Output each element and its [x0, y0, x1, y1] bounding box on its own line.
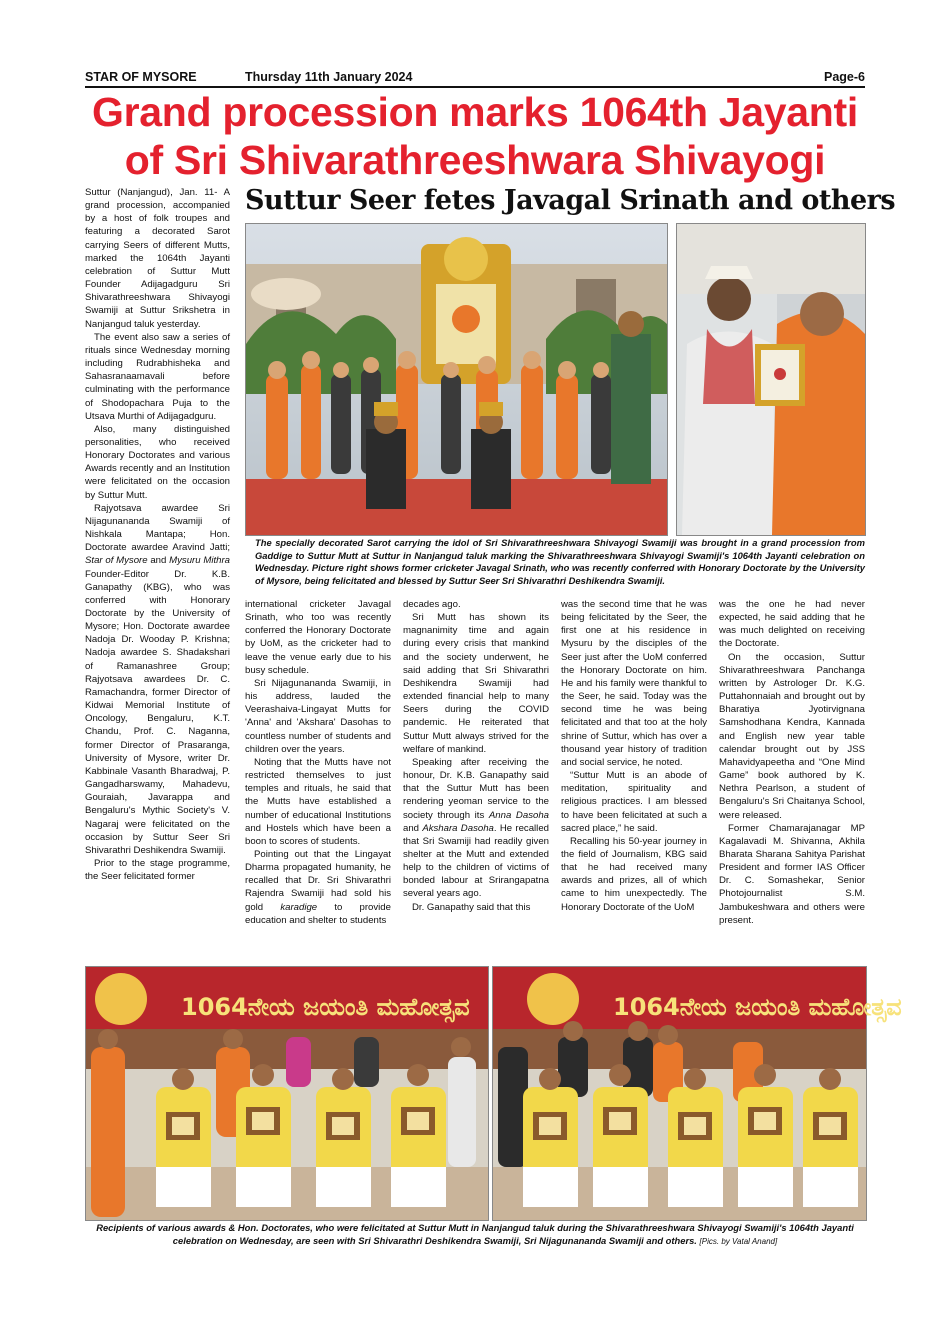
paragraph [245, 848, 391, 927]
italic-text: Mysuru Mithra [169, 555, 230, 567]
paragraph: was the second time that he was being felicitated by the Seer, the first one at his residence in Mysuru by the disciples of the Seer just after the UoM conferred the Honorary Doctorate on him. He and his family were thankful to the Seer, he said. Today was the second time he was being felicitated and that too at the holy shrine of Suttur, which has over a thousand year history of tradition and social service, he noted. [561, 599, 707, 768]
paragraph: Suttur (Nanjangud), Jan. 11- A grand procession, accompanied by a host of folk troupes and featuring a decorated Sarot carrying Seers of different Mutts, marked the 1064th Jayanti celebration of Suttur Mutt Founder Adijagadguru Sri Shivarathreeshwara Shivayogi Swamiji at Suttur Srikshetra in Nanjangud taluk yesterday. [85, 187, 230, 330]
text-run: and [403, 822, 423, 834]
paragraph [403, 756, 549, 901]
paragraph: Sri Mutt has shown its magnanimity time and again during every crisis that mankind and the society underwent, he said adding that Sri Shivarathri Deshikendra Swamiji had extended financial help to many Seers during the COVID pandemic. He reiterated that Suttur Mutt always strived for the welfare of mankind. [403, 612, 549, 755]
text-run: . He recalled that Sri Swamiji had readily given shelter at the Mutt and extended help to the children of victims of bonded labour at Srirangapatna several years ago. [403, 822, 549, 900]
headline [70, 88, 880, 184]
bottom-photo-caption [85, 1222, 865, 1250]
page-number: Page-6 [824, 70, 865, 84]
paragraph: The event also saw a series of rituals since Wednesday morning including Rudrabhisheka and Sahasranaamavali before culminating with the performance of Shodopachara Puja to the Utsava Murthi of Adijagadguru. [85, 331, 230, 422]
paragraph: “Suttur Mutt is an abode of meditation, spirituality and religious practices. I am blessed to have been felicitated at such a sacred place,” he said. [561, 770, 707, 834]
text-run: Rajyotsava awardee Sri Nijagunananda Swamiji of Nishkala Mantapa; Hon. Doctorate awardee Aravind Jatti; [85, 502, 230, 554]
paragraph: Prior to the stage programme, the Seer felicitated former [85, 857, 230, 883]
top-photo-caption: The specially decorated Sarot carrying the idol of Sri Shivarathreeshwara Shivayogi Swamiji was brought in a grand procession from Gaddige to Suttur Mutt at Suttur in Nanjangud taluk marking the Shivarathreeshwara Shivayogi Swamiji's 1064th Jayanti celebration on Wednesday. Picture right shows former cricketer Javagal Srinath, who was recently conferred with Honorary Doctorate by the University of Mysore, being felicitated and blessed by Suttur Seer Sri Shivarathri Deshikendra Swamiji. [255, 537, 865, 586]
stage-banner-text: 1064ನೇಯ ಜಯಂತಿ ಮಹೋತ್ಸವ [181, 993, 470, 1021]
paragraph: Dr. Ganapathy said that this [412, 901, 531, 913]
paragraph: was the one he had never expected, he said adding that he was much delighted on receiving the Doctorate. [719, 599, 865, 650]
text-column-5 [719, 598, 865, 964]
paragraph: international cricketer Javagal Srinath, who too was recently conferred the Honorary Doctorate by UoM, as the cricketer had to leave the venue early due to his busy schedule. [245, 599, 391, 676]
left-column [85, 186, 230, 962]
text-run: Founder-Editor Dr. K.B. Ganapathy (KBG), who was conferred with Honorary Doctorate by the University of Mysore; Hon. Doctorate awardee Nadoja Dr. Wooday P. Krishna; Nadoja awardee S. Shadakshari of Ramanashree Group; Rajyotsava awardees Dr. C. Ramachandra, former Director of Kidwai Memorial Institute of Oncology, Bengaluru, K.T. Chandu, Prof. C. Naganna, former Director of Prasaranga, University of Mysore, writer Dr. Kabbinale Vasanth Bharadwaj, P. Gangadharswamy, Mahadevu, Gouraiah, Javarappa and Bengaluru's Mythic Society's V. Nagaraj were felicitated on the occasion by Suttur Seer Sri Shivarathri Deshikendra Swamiji. [85, 568, 230, 856]
text-run: to provide education and shelter to students [245, 901, 391, 926]
text-run: Pointing out that the Lingayat Dharma propagated humanity, he recalled that Dr. Sri Shivarathri Rajendra Swamiji had sold his gold [245, 848, 391, 913]
italic-text: Anna Dasoha [488, 809, 549, 821]
text-column-3 [403, 598, 549, 964]
text-run: Speaking after receiving the honour, Dr. K.B. Ganapathy said that the Suttur Mutt has been rendering yeoman service to the society through its [403, 756, 549, 821]
procession-photo [245, 223, 668, 536]
text-column-2 [245, 598, 391, 964]
awardees-photo-right [492, 966, 902, 1221]
paragraph: Former Chamarajanagar MP Kagalavadi M. Shivanna, Akhila Bharata Sharana Sahitya Parishat President and former IAS Officer Dr. C. Somashekar, Senior Photojournalist S.M. Jambukeshwara and others were present. [719, 822, 865, 926]
srinath-felicitation-photo [676, 223, 866, 536]
headline-line-1: Grand procession marks 1064th Jayanti [92, 89, 858, 135]
paragraph [85, 502, 230, 857]
paragraph: Sri Nijagunananda Swamiji, in his address, lauded the Veerashaiva-Lingayat Mutts for 'Anna' and 'Akshara' Dasohas to countless number of students and children over the years. [245, 677, 391, 755]
italic-text: Akshara Dasoha [422, 822, 494, 834]
issue-date: Thursday 11th January 2024 [245, 70, 413, 84]
caption-text: Recipients of various awards & Hon. Doctorates, who were felicitated at Suttur Mutt in Nanjangud taluk during the Shivarathreeshwara Shivayogi Swamiji's 1064th Jayanti celebration on Wednesday, are seen with Sri Shivarathri Deshikendra Swamiji, Sri Nijagunananda Swamiji and others. [96, 1222, 854, 1246]
awardees-photo-left [85, 966, 489, 1221]
paragraph: Recalling his 50-year journey in the field of Journalism, KBG said that he had received many awards and prizes, all of which came to him unexpectedly. The Honorary Doctorate of the UoM [561, 835, 707, 913]
subheadline: Suttur Seer fetes Javagal Srinath and others [245, 185, 896, 216]
text-run: and [150, 555, 170, 567]
text-column-4 [561, 598, 707, 964]
stage-banner-text: 1064ನೇಯ ಜಯಂತಿ ಮಹೋತ್ಸವ [613, 993, 902, 1021]
paragraph: Noting that the Mutts have not restricted themselves to just temples and rituals, he said that the Mutts have established a number of educational Institutions and Hostels which have been a boon to scores of students. [245, 756, 391, 847]
headline-line-2: of Sri Shivarathreeshwara Shivayogi [124, 137, 826, 183]
paragraph: Also, many distinguished personalities, who received Honorary Doctorates and various Awards recently and an Institution were felicitated on the occasion by Suttur Mutt. [85, 423, 230, 501]
paragraph: decades ago. [403, 599, 461, 610]
photo-credit: [Pics. by Vatal Anand] [699, 1236, 778, 1246]
paragraph: On the occasion, Suttur Shivarathreeshwara Panchanga written by Astrologer Dr. K.G. Puttahonnaiah and brought out by Bharatiya Jyotirvignana Samshodhana Kendra, Kannada and English new year table calendar brought out by JSS Mahavidyapeetha and “One Mind Game” book authored by K. Nethra Pearlson, a student of Bengaluru's Sri Chaitanya School, were released. [719, 651, 865, 821]
newspaper-name: STAR OF MYSORE [85, 70, 197, 84]
italic-text: karadige [280, 901, 318, 913]
italic-text: Star of Mysore [85, 555, 148, 567]
